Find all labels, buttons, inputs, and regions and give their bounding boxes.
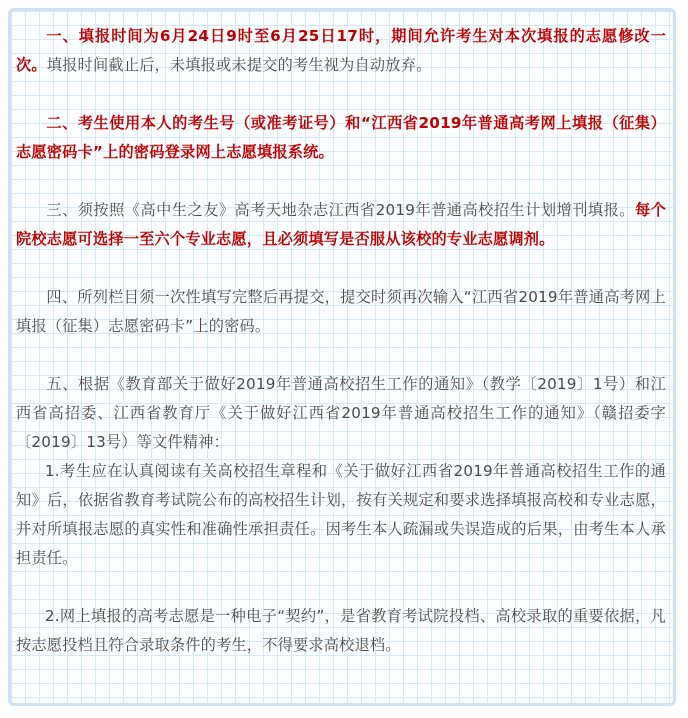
paragraph-regulations: 五、根据《教育部关于做好2019年普通高校招生工作的通知》（教学〔2019〕1号）和江西省高招委、江西省教育厅《关于做好江西省2019年普通高校招生工作的通知》（赣招委字〔2019〕13号）等文件精神： (16, 375, 666, 451)
paragraph-spacer (16, 80, 666, 109)
major-choice-emphasis: 每个院校志愿可选择一至六个专业志愿，且必须填写是否服从该校的专业志愿调剂。 (16, 201, 667, 248)
filing-time-emphasis: 一、填报时间为6月24日9时至6月25日17时，期间允许考生对本次填报的志愿修改一次。 (16, 27, 666, 74)
guide-book-text: 三、须按照《高中生之友》高考天地杂志江西省2019年普通高校招生计划增刊填报。 (46, 201, 635, 219)
paragraph-spacer (16, 341, 666, 370)
paragraph-spacer (16, 254, 666, 283)
paragraph-contract: 2.网上填报的高考志愿是一种电子“契约”，是省教育考试院投档、高校录取的重要依据，凡按志愿投档且符合录取条件的考生，不得要求高校退档。 (16, 607, 666, 654)
paragraph-filing-time (16, 22, 666, 80)
notice-content (16, 22, 666, 660)
filing-time-note: 填报时间截止后，未填报或未提交的考生视为自动放弃。 (46, 56, 432, 74)
paragraph-submit: 四、所列栏目须一次性填写完整后再提交，提交时须再次输入“江西省2019年普通高考网上填报（征集）志愿密码卡”上的密码。 (16, 288, 666, 335)
paragraph-guide-book (16, 196, 666, 254)
paragraph-spacer (16, 573, 666, 602)
paragraph-responsibility: 1.考生应在认真阅读有关高校招生章程和《关于做好江西省2019年普通高校招生工作的通知》后，依据省教育考试院公布的高校招生计划，按有关规定和要求选择填报高校和专业志愿，并对所填报志愿的真实性和准确性承担责任。因考生本人疏漏或失误造成的后果，由考生本人承担责任。 (16, 462, 666, 567)
paragraph-login (16, 109, 666, 167)
paragraph-spacer (16, 167, 666, 196)
login-emphasis: 二、考生使用本人的考生号（或准考证号）和“江西省2019年普通高考网上填报（征集）志愿密码卡”上的密码登录网上志愿填报系统。 (16, 114, 666, 161)
